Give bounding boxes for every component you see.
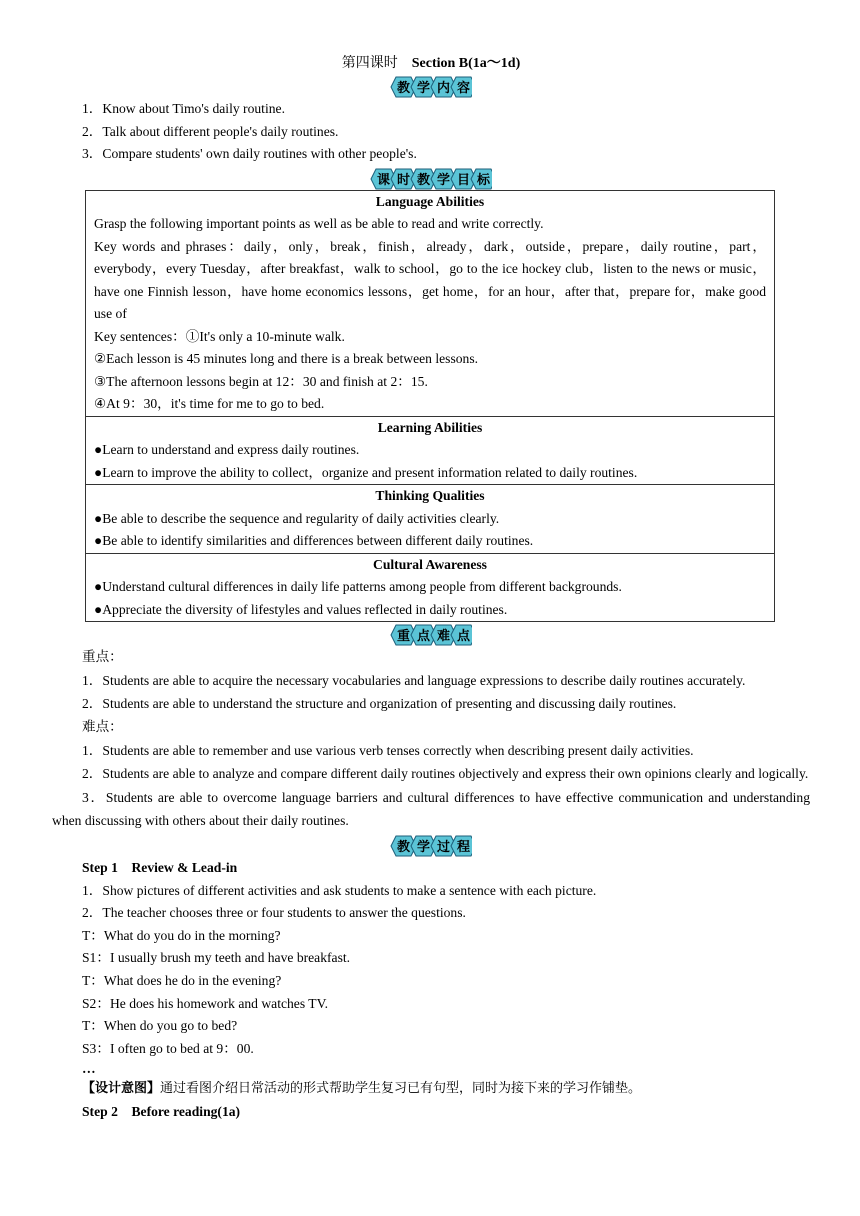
step1-title: Step 1 Review & Lead-in — [82, 860, 238, 876]
key-points-section — [52, 646, 810, 833]
banner-char: 难 — [436, 629, 451, 645]
banner-objectives-svg — [370, 168, 492, 190]
banner-char: 标 — [476, 172, 491, 188]
banner-char: 点 — [456, 629, 471, 645]
document-page — [52, 54, 810, 1124]
cultural-item-1: ●Understand cultural differences in daily life patterns among people from different backgrounds. — [94, 579, 622, 595]
content-list — [52, 98, 810, 166]
design-intent-text: 通过看图介绍日常活动的形式帮助学生复习已有句型，同时为接下来的学习作铺垫。 — [160, 1081, 642, 1097]
banner-char: 目 — [456, 172, 471, 188]
banner-char: 容 — [456, 80, 471, 96]
thinking-item-1: ●Be able to describe the sequence and regularity of daily activities clearly. — [94, 510, 500, 526]
learning-item-1: ●Learn to understand and express daily routines. — [94, 442, 360, 458]
difficulty-item-2: 2．Students are able to analyze and compare different daily routines objectively and express their own opinions clearly and logically. — [82, 766, 809, 782]
objectives-table — [85, 190, 775, 623]
dialogue-line-6: S3：I often go to bed at 9：00. — [82, 1040, 254, 1056]
step1-item-1: 1．Show pictures of different activities and ask students to make a sentence with each picture. — [82, 882, 597, 898]
difficulty-label: 难点： — [82, 719, 123, 735]
dialogue-line-5: T：When do you go to bed? — [82, 1018, 238, 1034]
difficulty-item-3: 3．Students are able to overcome language barriers and cultural differences to have effective communication and understanding when discussing with others about their daily routines. — [52, 789, 810, 829]
thinking-item-2: ●Be able to identify similarities and differences between different daily routines. — [94, 533, 534, 549]
banner-key-points — [52, 622, 810, 646]
banner-char: 课 — [376, 172, 391, 188]
focus-item-2: 2．Students are able to understand the structure and organization of presenting and discussing daily routines. — [82, 696, 677, 712]
banner-char: 教 — [396, 839, 411, 855]
key-sentence-1: Key sentences：①It's only a 10-minute walk. — [94, 328, 345, 344]
dialogue-line-4: S2：He does his homework and watches TV. — [82, 995, 329, 1011]
banner-char: 过 — [436, 839, 451, 855]
key-sentence-4: ④At 9：30，it's time for me to go to bed. — [94, 396, 325, 412]
objectives-learning-row — [86, 416, 775, 485]
design-intent-label: 【设计意图】 — [82, 1081, 161, 1097]
banner-char: 教 — [416, 172, 431, 188]
language-intro: Grasp the following important points as well as be able to read and write correctly. — [94, 216, 544, 232]
cultural-item-2: ●Appreciate the diversity of lifestyles and values reflected in daily routines. — [94, 601, 508, 617]
banner-char: 内 — [436, 80, 451, 96]
objectives-thinking-row — [86, 485, 775, 554]
lesson-title-cn: 第四课时 — [341, 56, 398, 71]
learning-item-2: ●Learn to improve the ability to collect，organize and present information related to daily routines. — [94, 464, 638, 480]
banner-char: 学 — [416, 80, 431, 96]
dialogue-line-3: T：What does he do in the evening? — [82, 973, 282, 988]
banner-char: 点 — [416, 629, 431, 645]
banner-char: 学 — [416, 839, 431, 855]
step2-title: Step 2 Before reading(1a) — [82, 1103, 241, 1119]
language-abilities-heading: Language Abilities — [375, 193, 485, 209]
banner-key-points-svg — [390, 624, 472, 646]
dialogue-line-1: T：What do you do in the morning? — [82, 927, 281, 943]
banner-char: 学 — [436, 172, 451, 188]
banner-char: 时 — [396, 172, 411, 188]
difficulty-item-1: 1．Students are able to remember and use various verb tenses correctly when describing present daily activities. — [82, 742, 694, 758]
dialogue-line-2: S1：I usually brush my teeth and have breakfast. — [82, 950, 351, 966]
key-sentence-2: ②Each lesson is 45 minutes long and there is a break between lessons. — [94, 351, 479, 367]
focus-item-1: 1．Students are able to acquire the necessary vocabularies and language expressions to describe daily routines accurately. — [82, 672, 746, 688]
lesson-title — [52, 54, 810, 74]
focus-label: 重点： — [82, 649, 123, 665]
process-section — [52, 857, 810, 1124]
banner-char: 程 — [456, 839, 471, 855]
learning-abilities-heading: Learning Abilities — [377, 419, 483, 435]
language-key-words: Key words and phrases：daily，only，break，finish，already，dark，outside，prepare，daily routine，part，everybody，every Tuesday，after breakfast，walk to school，go to the ice hockey club，listen to the news or music，have one Finnish lesson，have home economics lessons，get home，for an hour，after that，prepare for，make good use of — [94, 238, 766, 322]
ellipsis: … — [82, 1061, 96, 1077]
banner-content — [52, 74, 810, 98]
content-item-2: 2．Talk about different people's daily routines. — [82, 123, 339, 139]
thinking-qualities-heading: Thinking Qualities — [375, 488, 485, 504]
banner-objectives — [52, 166, 810, 190]
lesson-title-en: Section B(1a～1d) — [411, 56, 521, 71]
objectives-cultural-row — [86, 553, 775, 622]
cultural-awareness-heading: Cultural Awareness — [373, 556, 487, 572]
objectives-language-row — [86, 190, 775, 416]
banner-char: 教 — [396, 80, 411, 96]
banner-process — [52, 833, 810, 857]
content-item-3: 3．Compare students' own daily routines with other people's. — [82, 146, 417, 162]
design-intent — [82, 1078, 810, 1101]
content-item-1: 1．Know about Timo's daily routine. — [82, 101, 285, 116]
key-sentence-3: ③The afternoon lessons begin at 12：30 and finish at 2：15. — [94, 373, 428, 389]
banner-process-svg — [390, 835, 472, 857]
banner-content-svg — [390, 76, 472, 98]
step1-item-2: 2．The teacher chooses three or four students to answer the questions. — [82, 905, 466, 921]
banner-char: 重 — [396, 629, 411, 645]
